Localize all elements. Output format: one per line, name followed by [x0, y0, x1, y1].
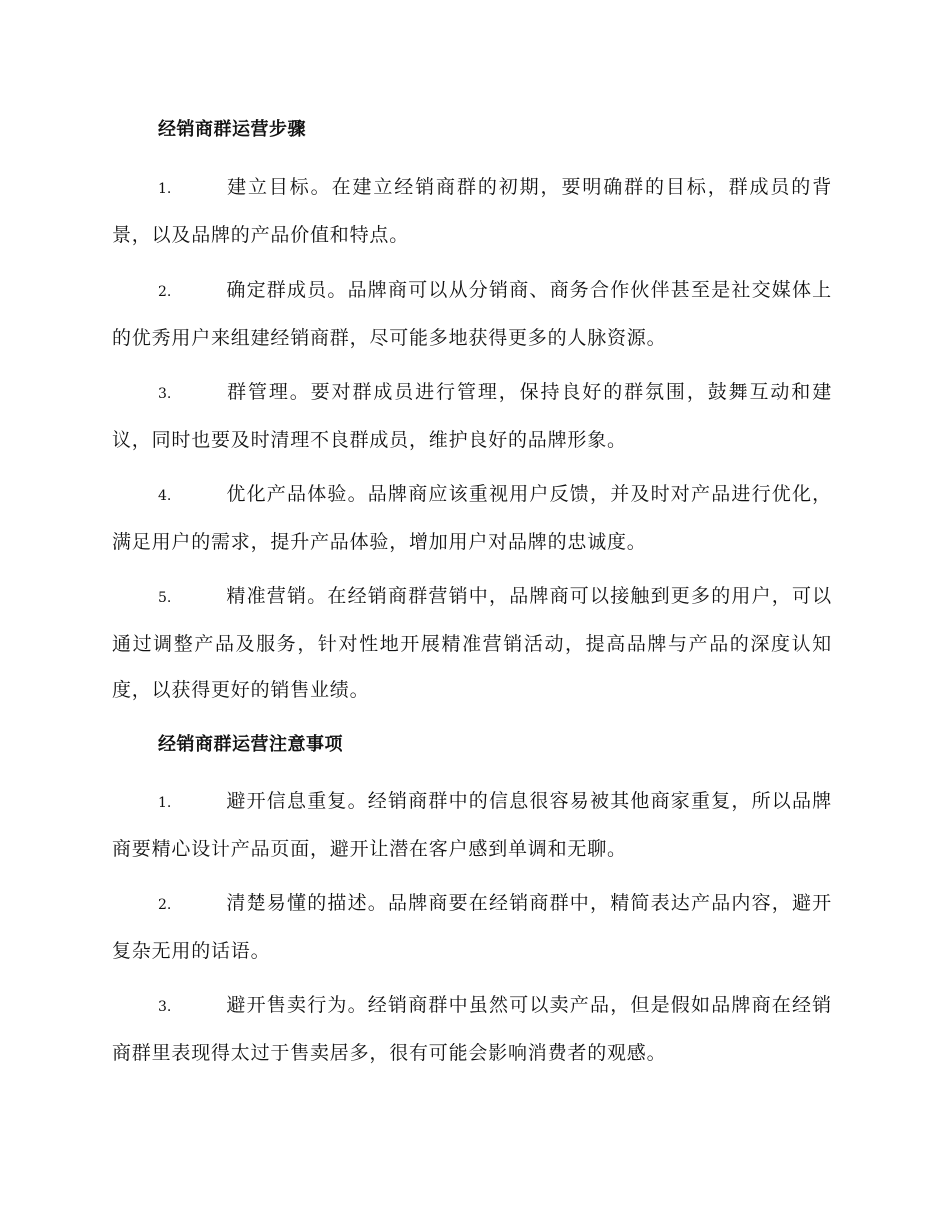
- item-number: 3.: [158, 386, 172, 402]
- list-item: [112, 880, 832, 974]
- list-item: [112, 369, 832, 463]
- item-number: 2.: [158, 897, 172, 913]
- list-item: [112, 778, 832, 872]
- list-item: [112, 573, 832, 713]
- item-number: 5.: [158, 590, 172, 606]
- item-text: 避开信息重复。经销商群中的信息很容易被其他商家重复，所以品牌商要精心设计产品页面，避开让潜在客户感到单调和无聊。: [112, 790, 832, 860]
- section-heading-steps: 经销商群运营步骤: [158, 119, 306, 140]
- item-number: 3.: [158, 999, 172, 1015]
- item-text: 精准营销。在经销商群营销中，品牌商可以接触到更多的用户，可以通过调整产品及服务，针对性地开展精准营销活动，提高品牌与产品的深度认知度，以获得更好的销售业绩。: [112, 585, 832, 701]
- item-text: 清楚易懂的描述。品牌商要在经销商群中，精简表达产品内容，避开复杂无用的话语。: [112, 892, 832, 962]
- list-item: [112, 471, 832, 565]
- item-number: 1.: [158, 181, 172, 197]
- item-number: 4.: [158, 488, 172, 504]
- list-item: [112, 982, 832, 1076]
- item-number: 2.: [158, 284, 172, 300]
- item-text: 建立目标。在建立经销商群的初期，要明确群的目标，群成员的背景，以及品牌的产品价值和特点。: [112, 176, 832, 246]
- item-text: 避开售卖行为。经销商群中虽然可以卖产品，但是假如品牌商在经销商群里表现得太过于售卖居多，很有可能会影响消费者的观感。: [112, 994, 832, 1064]
- item-number: 1.: [158, 795, 172, 811]
- item-text: 优化产品体验。品牌商应该重视用户反馈，并及时对产品进行优化，满足用户的需求，提升产品体验，增加用户对品牌的忠诚度。: [112, 483, 832, 553]
- item-text: 群管理。要对群成员进行管理，保持良好的群氛围，鼓舞互动和建议，同时也要及时清理不良群成员，维护良好的品牌形象。: [112, 381, 832, 451]
- list-item: [112, 164, 832, 258]
- item-text: 确定群成员。品牌商可以从分销商、商务合作伙伴甚至是社交媒体上的优秀用户来组建经销商群，尽可能多地获得更多的人脉资源。: [112, 279, 832, 349]
- list-item: [112, 267, 832, 361]
- section-heading-notes: 经销商群运营注意事项: [158, 734, 343, 755]
